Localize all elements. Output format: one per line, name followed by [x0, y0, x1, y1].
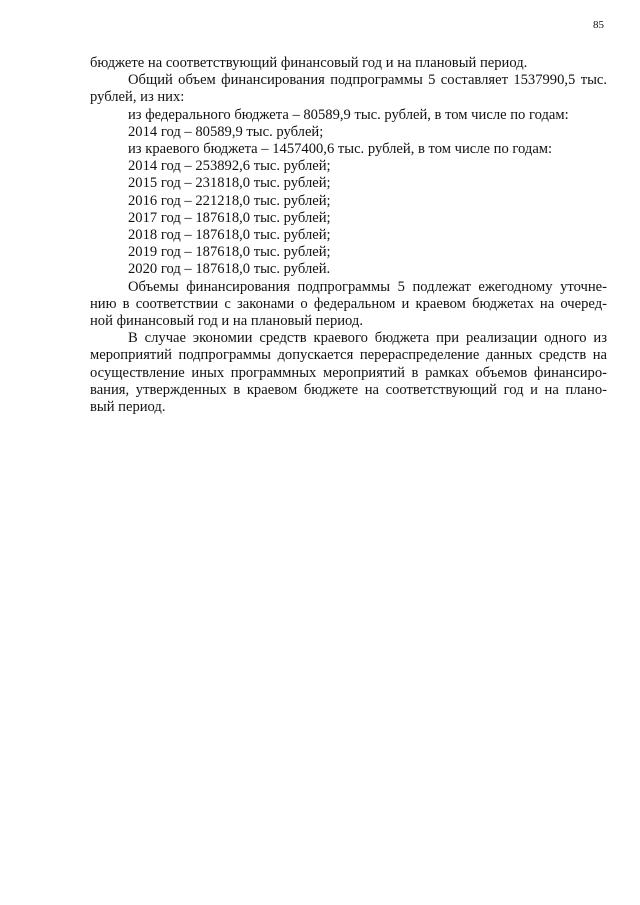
federal-budget-line: из федерального бюджета – 80589,9 тыс. рублей, в том числе по годам:	[128, 106, 569, 123]
text-line: вый период.	[90, 399, 166, 416]
budget-year-line: 2014 год – 253892,6 тыс. рублей;	[128, 158, 331, 175]
text-line: ной финансовый год и на плановый период.	[90, 313, 363, 330]
text-line: вания, утвержденных в краевом бюджете на соответствующий год и на плано-	[90, 381, 607, 398]
page-number: 85	[593, 19, 604, 31]
regional-budget-line: из краевого бюджета – 1457400,6 тыс. рублей, в том числе по годам:	[128, 141, 553, 158]
text-line: нию в соответствии с законами о федеральном и краевом бюджетах на очеред-	[90, 295, 607, 312]
paragraph-savings-redistribution: В случае экономии средств краевого бюджета при реализации одного из	[128, 330, 607, 347]
budget-year-line: 2020 год – 187618,0 тыс. рублей.	[128, 261, 331, 278]
budget-year-line: 2019 год – 187618,0 тыс. рублей;	[128, 244, 331, 261]
paragraph-financing-total: Общий объем финансирования подпрограммы 5 составляет 1537990,5 тыс.	[128, 72, 607, 89]
budget-year-line: 2014 год – 80589,9 тыс. рублей;	[128, 123, 324, 140]
budget-year-line: 2015 год – 231818,0 тыс. рублей;	[128, 175, 331, 192]
budget-year-line: 2018 год – 187618,0 тыс. рублей;	[128, 227, 331, 244]
text-line: осуществление иных программных мероприятий в рамках объемов финансиро-	[90, 364, 607, 381]
text-line: рублей, из них:	[90, 89, 185, 106]
text-line: бюджете на соответствующий финансовый год и на плановый период.	[90, 55, 528, 71]
budget-year-line: 2016 год – 221218,0 тыс. рублей;	[128, 192, 331, 209]
document-body	[90, 55, 607, 416]
text-line: мероприятий подпрограммы допускается перераспределение данных средств на	[90, 347, 607, 364]
paragraph-annual-clarification: Объемы финансирования подпрограммы 5 подлежат ежегодному уточне-	[128, 278, 607, 295]
budget-year-line: 2017 год – 187618,0 тыс. рублей;	[128, 209, 331, 226]
